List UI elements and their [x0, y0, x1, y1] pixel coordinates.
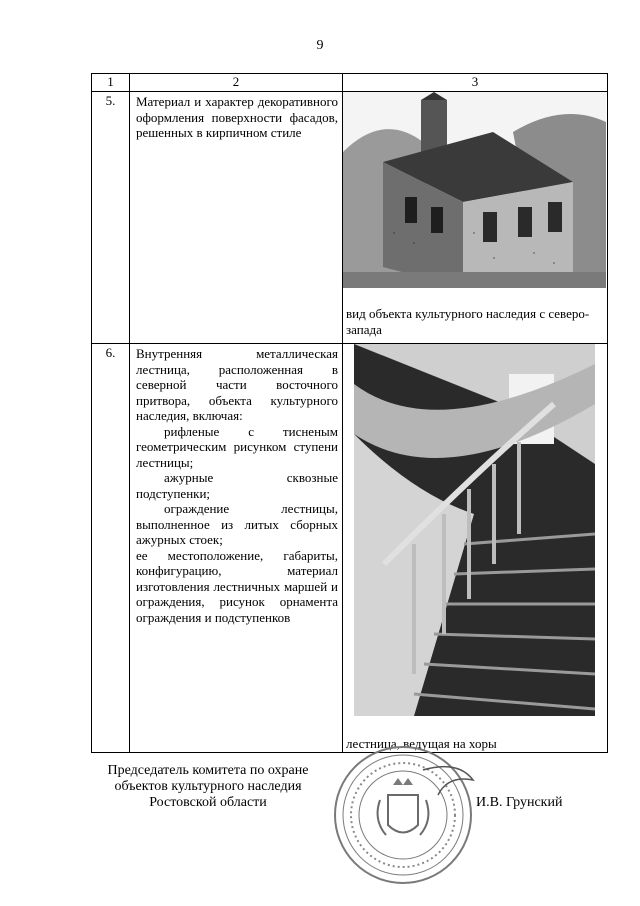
row-number: 5.: [92, 92, 130, 344]
header-col-3: 3: [343, 74, 608, 92]
description-paragraph: ажурные сквозные подступенки;: [136, 470, 338, 501]
row-number: 6.: [92, 344, 130, 753]
photo-caption: лестница, ведущая на хоры: [346, 736, 497, 751]
table-row: [92, 92, 608, 344]
header-col-1: 1: [92, 74, 130, 92]
row-description: [130, 92, 343, 344]
photo-caption: вид объекта культурного наследия с северо-запада: [346, 306, 590, 337]
official-seal-icon: [328, 740, 478, 890]
description-paragraph: ограждение лестницы, выполненное из литых сборных ажурных стоек;: [136, 501, 338, 547]
description-paragraph: Материал и характер декоративного оформления поверхности фасадов, решенных в кирпичном стиле: [136, 94, 338, 140]
table-header-row: [92, 74, 608, 92]
page-number: 9: [316, 38, 324, 53]
description-paragraph: Внутренняя металлическая лестница, расположенная в северной части восточного притвора, объекта культурного наследия, включая:: [136, 346, 338, 423]
table-row: [92, 344, 608, 753]
description-paragraph: рифленые с тисненым геометрическим рисунком ступени лестницы;: [136, 423, 338, 470]
facade-photo: [343, 92, 606, 288]
signatory-name: И.В. Грунский: [476, 795, 563, 810]
chairman-title: Председатель комитета по охране объектов культурного наследия Ростовской области: [107, 763, 309, 810]
row-illustration: [343, 344, 608, 753]
description-paragraph: ее местоположение, габариты, конфигурацию, материал изготовления лестничных маршей и ограждения, рисунок орнамента ограждения и подступенков: [136, 547, 338, 625]
row-description: [130, 344, 343, 753]
staircase-photo: [354, 344, 595, 716]
header-col-2: 2: [130, 74, 343, 92]
row-illustration: [343, 92, 608, 344]
heritage-table: [91, 73, 608, 753]
